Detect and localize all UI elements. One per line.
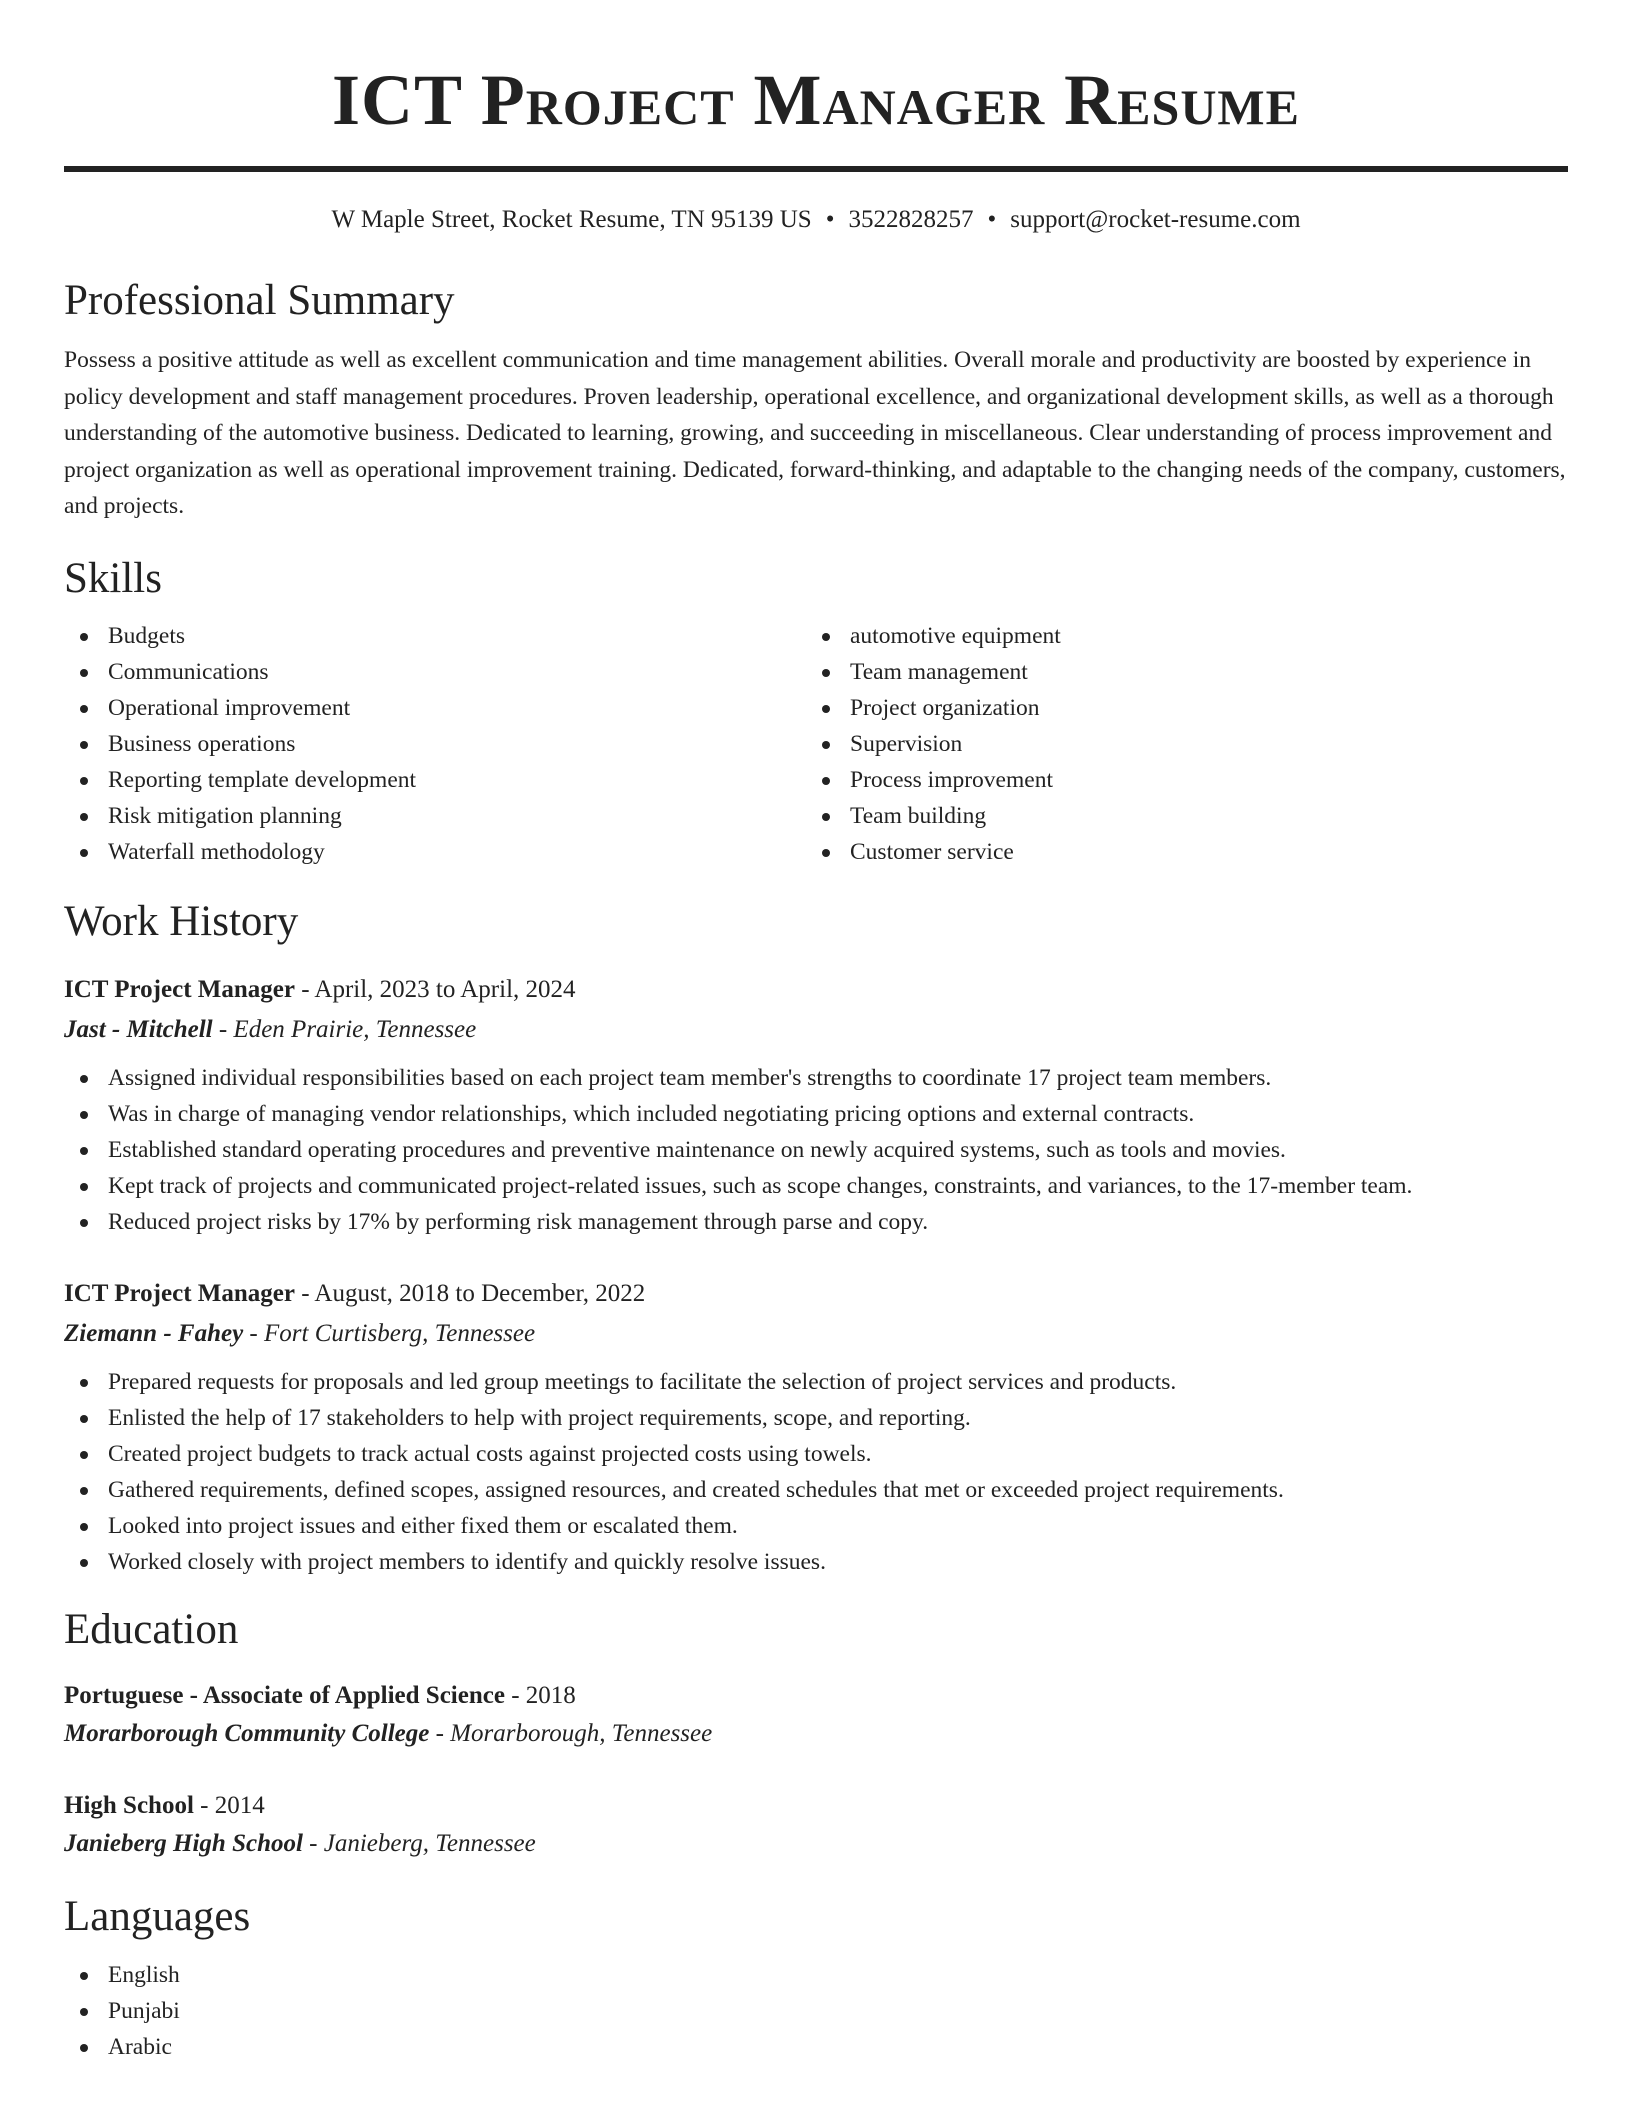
- language-item: Arabic: [64, 2029, 1568, 2065]
- skill-item: Process improvement: [806, 762, 1548, 798]
- skill-item: Supervision: [806, 726, 1548, 762]
- skill-item: Reporting template development: [64, 762, 806, 798]
- contact-address: W Maple Street, Rocket Resume, TN 95139 US: [331, 206, 812, 233]
- job-bullet: Prepared requests for proposals and led group meetings to facilitate the selection of project services and products.: [64, 1364, 1568, 1400]
- education-school-line: [64, 1825, 1568, 1863]
- languages-list: [64, 1957, 1568, 2065]
- job-bullet: Kept track of projects and communicated project-related issues, such as scope changes, constraints, and variances, to the 17-member team.: [64, 1168, 1568, 1204]
- education-entry: [64, 1787, 1568, 1863]
- job-title: ICT Project Manager: [64, 1279, 295, 1307]
- job-bullet: Reduced project risks by 17% by performing risk management through parse and copy.: [64, 1204, 1568, 1240]
- education-degree-line: [64, 1677, 1568, 1715]
- summary-heading: Professional Summary: [64, 276, 455, 324]
- skill-item: Operational improvement: [64, 690, 806, 726]
- contact-line: [64, 204, 1568, 237]
- job-location: - Fort Curtisberg, Tennessee: [243, 1319, 536, 1347]
- education-school-line: [64, 1715, 1568, 1753]
- language-item: Punjabi: [64, 1993, 1568, 2029]
- job-bullets: [64, 1060, 1568, 1240]
- skill-item: automotive equipment: [806, 618, 1548, 654]
- skill-item: Customer service: [806, 834, 1548, 870]
- skill-item: Budgets: [64, 618, 806, 654]
- job-bullet: Looked into project issues and either fixed them or escalated them.: [64, 1508, 1568, 1544]
- job-company: Ziemann - Fahey: [64, 1319, 244, 1347]
- job-dates: - April, 2023 to April, 2024: [294, 975, 576, 1003]
- job-bullet: Worked closely with project members to identify and quickly resolve issues.: [64, 1544, 1568, 1580]
- education-degree: Portuguese - Associate of Applied Science: [64, 1682, 505, 1710]
- job-bullet: Gathered requirements, defined scopes, assigned resources, and created schedules that met or exceeded project requirements.: [64, 1472, 1568, 1508]
- skill-item: Business operations: [64, 726, 806, 762]
- skills-right-list: [806, 618, 1548, 870]
- job-company-line: [64, 1010, 1568, 1050]
- education-school: Morarborough Community College: [64, 1720, 430, 1748]
- job-entry: [64, 970, 1568, 1240]
- job-bullet: Created project budgets to track actual costs against projected costs using towels.: [64, 1436, 1568, 1472]
- skills-left-list: [64, 618, 806, 870]
- education-year: - 2018: [504, 1682, 576, 1710]
- education-year: - 2014: [193, 1792, 265, 1820]
- work-history-heading: Work History: [64, 898, 299, 946]
- skills-grid: [64, 618, 1568, 870]
- contact-email: support@rocket-resume.com: [1010, 206, 1301, 233]
- job-title-line: [64, 970, 1568, 1010]
- education-location: - Morarborough, Tennessee: [429, 1720, 713, 1748]
- skills-heading: Skills: [64, 554, 162, 602]
- job-bullets: [64, 1364, 1568, 1580]
- skill-item: Waterfall methodology: [64, 834, 806, 870]
- summary-text: Possess a positive attitude as well as excellent communication and time management abilities. Overall morale and productivity are boosted by experience in policy development and staff management procedures. Proven leadership, operational excellence, and organizational development skills, as well as a thorough understanding of the automotive business. Dedicated to learning, growing, and succeeding in miscellaneous. Clear understanding of process improvement and project organization as well as operational improvement training. Dedicated, forward-thinking, and adaptable to the changing needs of the company, customers, and projects.: [64, 347, 1566, 520]
- job-bullet: Assigned individual responsibilities based on each project team member's strengths to coordinate 17 project team members.: [64, 1060, 1568, 1096]
- resume-page: [64, 0, 1568, 2065]
- education-heading: Education: [64, 1605, 239, 1653]
- contact-separator: •: [825, 206, 835, 233]
- job-company: Jast - Mitchell: [64, 1015, 213, 1043]
- education-school: Janieberg High School: [64, 1830, 303, 1858]
- education-degree: High School: [64, 1792, 194, 1820]
- education-entry: [64, 1677, 1568, 1753]
- job-dates: - August, 2018 to December, 2022: [294, 1279, 646, 1307]
- skill-item: Team management: [806, 654, 1548, 690]
- contact-phone: 3522828257: [848, 206, 974, 233]
- job-location: - Eden Prairie, Tennessee: [212, 1015, 477, 1043]
- skill-item: Communications: [64, 654, 806, 690]
- job-title-line: [64, 1274, 1568, 1314]
- language-item: English: [64, 1957, 1568, 1993]
- education-degree-line: [64, 1787, 1568, 1825]
- job-bullet: Enlisted the help of 17 stakeholders to help with project requirements, scope, and reporting.: [64, 1400, 1568, 1436]
- job-bullet: Established standard operating procedures and preventive maintenance on newly acquired systems, such as tools and movies.: [64, 1132, 1568, 1168]
- languages-heading: Languages: [64, 1893, 251, 1941]
- job-title: ICT Project Manager: [64, 975, 295, 1003]
- job-entry: [64, 1274, 1568, 1580]
- contact-separator: •: [987, 206, 997, 233]
- skill-item: Team building: [806, 798, 1548, 834]
- skill-item: Risk mitigation planning: [64, 798, 806, 834]
- resume-title: ICT Project Manager Resume: [332, 60, 1300, 140]
- education-location: - Janieberg, Tennessee: [302, 1830, 536, 1858]
- skill-item: Project organization: [806, 690, 1548, 726]
- title-divider: [64, 166, 1568, 171]
- job-company-line: [64, 1314, 1568, 1354]
- job-bullet: Was in charge of managing vendor relationships, which included negotiating pricing options and external contracts.: [64, 1096, 1568, 1132]
